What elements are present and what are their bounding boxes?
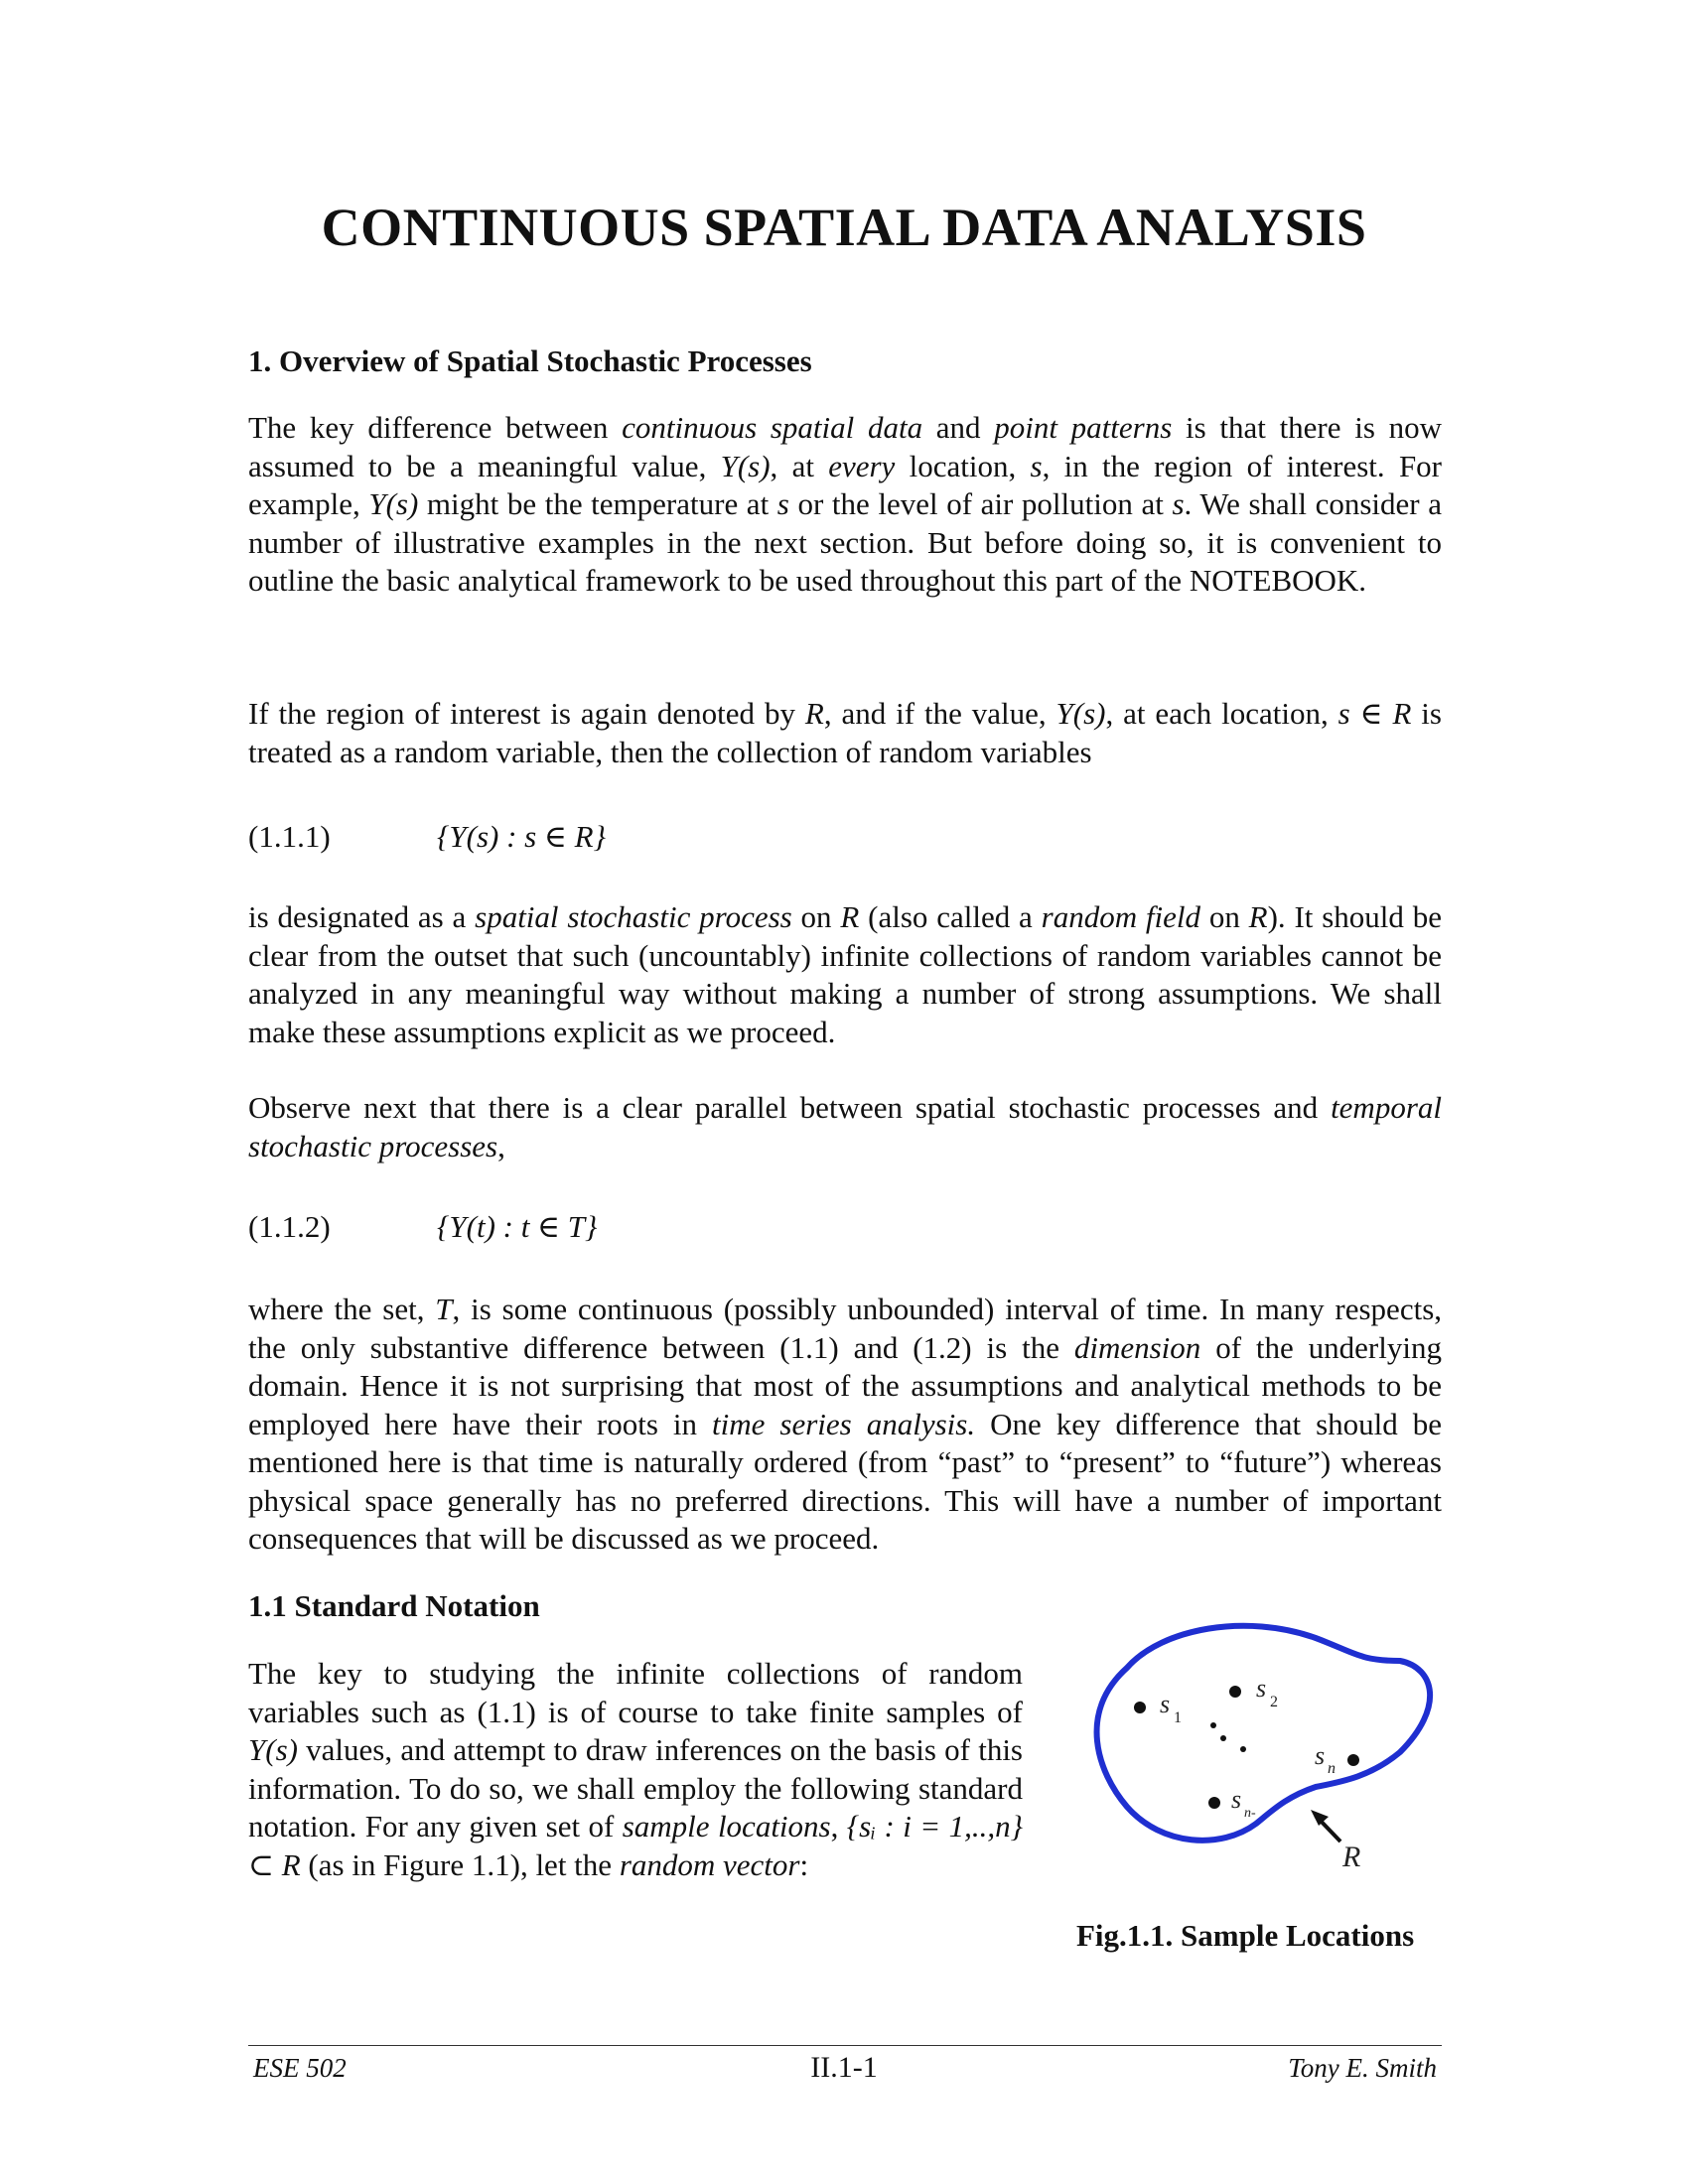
ellipsis-dot	[1210, 1722, 1216, 1728]
label-sn: s	[1315, 1741, 1326, 1770]
sample-point-sn-minus	[1208, 1797, 1220, 1809]
section-heading-1: 1. Overview of Spatial Stochastic Processes	[248, 343, 812, 378]
region-arrow-icon	[1311, 1810, 1340, 1842]
label-sn-minus: s	[1231, 1785, 1242, 1814]
label-region-r: R	[1342, 1841, 1361, 1873]
sample-point-sn	[1347, 1754, 1359, 1766]
ellipsis-dot	[1240, 1746, 1246, 1752]
paragraph-2: If the region of interest is again denoted by R, and if the value, Y(s), at each location, s ∈ R is treated as a random variable, then the collection of random variables	[248, 696, 1442, 769]
region-boundary	[1097, 1626, 1431, 1841]
ellipsis-dot	[1220, 1735, 1226, 1741]
page-title: CONTINUOUS SPATIAL DATA ANALYSIS	[321, 198, 1367, 257]
section-heading-1-1: 1.1 Standard Notation	[248, 1588, 540, 1623]
footer-page-number: II.1-1	[810, 2051, 878, 2084]
label-s2-sub: 2	[1270, 1694, 1278, 1710]
paragraph-3: is designated as a spatial stochastic process on R (also called a random field on R). It should be clear from the outset that such (uncountably) infinite collections of random variables cannot be analyzed in any meaningful way without making a number of strong assumptions. We shall make these assumptions explicit as we proceed.	[248, 899, 1443, 1049]
label-s1-sub: 1	[1174, 1709, 1182, 1726]
equation-expression: {Y(s) : s ∈ R}	[437, 819, 607, 854]
footer-divider	[248, 2045, 1442, 2046]
label-sn-minus-sub: n-	[1244, 1806, 1256, 1821]
sample-locations-figure	[1072, 1613, 1450, 1891]
sample-point-s2	[1229, 1686, 1241, 1698]
equation-number: (1.1.1)	[248, 819, 331, 854]
equation-number: (1.1.2)	[248, 1209, 331, 1244]
footer-course: ESE 502	[253, 2053, 347, 2083]
footer-author: Tony E. Smith	[1288, 2053, 1437, 2083]
sample-point-s1	[1134, 1702, 1146, 1713]
figure-caption: Fig.1.1. Sample Locations	[1076, 1918, 1415, 1953]
label-s2: s	[1256, 1674, 1267, 1703]
paragraph-1: The key difference between continuous spatial data and point patterns is that there is now assumed to be a meaningful value, Y(s), at every location, s, in the region of interest. For example, Y(s) might be the temperature at s or the level of air pollution at s. We shall consider a number of illustrative examples in the next section. But before doing so, it is convenient to outline the basic analytical framework to be used throughout this part of the NOTEBOOK.	[248, 410, 1443, 598]
paragraph-6: The key to studying the infinite collections of random variables such as (1.1) is of course to take finite samples of Y(s) values, and attempt to draw inferences on the basis of this information. To do so, we shall employ the following standard notation. For any given set of sample locations, {sᵢ : i = 1,..,n} ⊂ R (as in Figure 1.1), let the random vector:	[248, 1656, 1023, 1882]
paragraph-5: where the set, T, is some continuous (possibly unbounded) interval of time. In many respects, the only substantive difference between (1.1) and (1.2) is the dimension of the underlying domain. Hence it is not surprising that most of the assumptions and analytical methods to be employed here have their roots in time series analysis. One key difference that should be mentioned here is that time is naturally ordered (from “past” to “present” to “future”) whereas physical space generally has no preferred directions. This will have a number of important consequences that will be discussed as we proceed.	[248, 1292, 1443, 1556]
label-s1: s	[1160, 1690, 1171, 1718]
label-sn-sub: n	[1328, 1760, 1336, 1777]
equation-expression: {Y(t) : t ∈ T}	[437, 1209, 598, 1244]
paragraph-4: Observe next that there is a clear parallel between spatial stochastic processes and temporal stochastic processes,	[248, 1090, 1442, 1163]
